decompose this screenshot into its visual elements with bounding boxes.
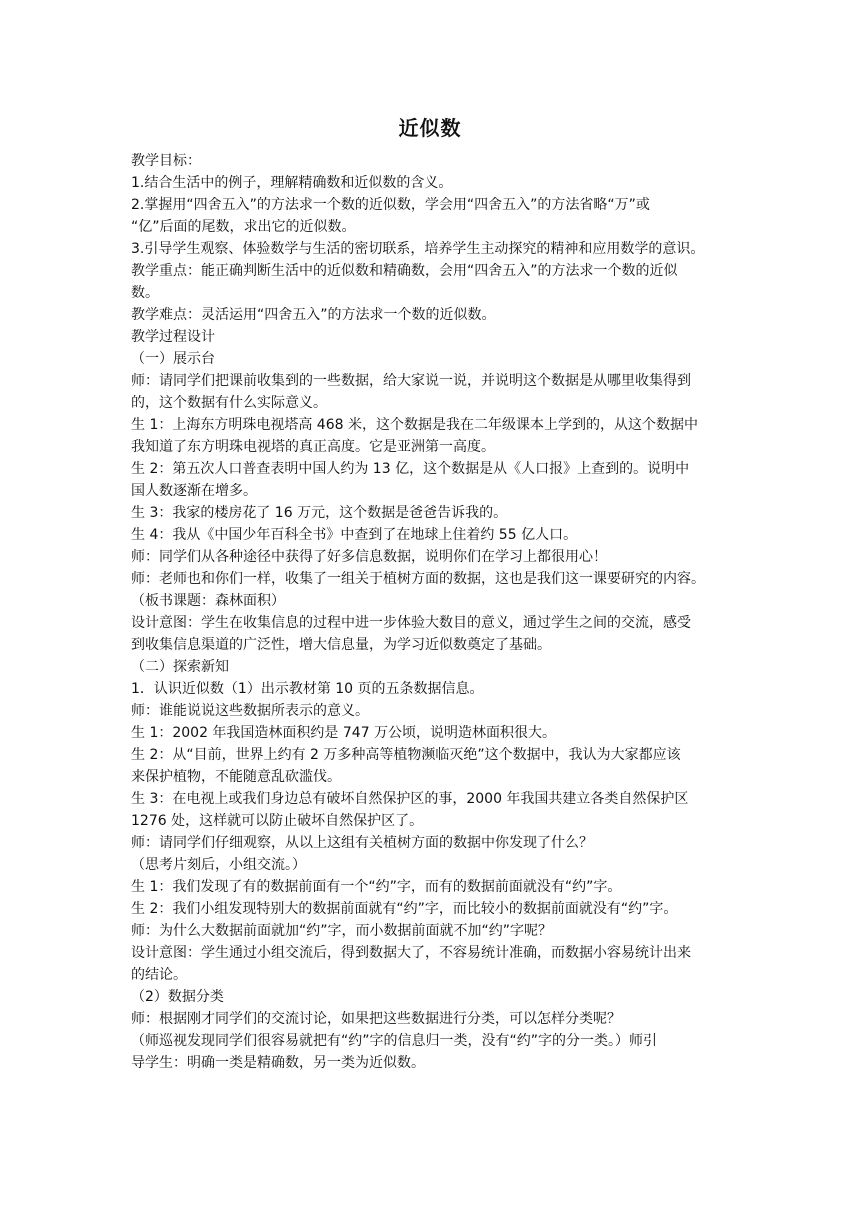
- text-line: 1．认识近似数（1）出示教材第 10 页的五条数据信息。: [131, 681, 484, 697]
- text-line: 生 1：上海东方明珠电视塔高 468 米，这个数据是我在二年级课本上学到的，从这个数据中: [131, 417, 698, 433]
- text-line: 教学重点：能正确判断生活中的近似数和精确数，会用“四舍五入”的方法求一个数的近似: [131, 263, 678, 279]
- text-line: 生 1：2002 年我国造林面积约是 747 万公顷，说明造林面积很大。: [131, 725, 557, 741]
- text-line: 师：请同学们仔细观察，从以上这组有关植树方面的数据中你发现了什么？: [131, 835, 593, 851]
- text-line: 师：根据刚才同学们的交流讨论，如果把这些数据进行分类，可以怎样分类呢？: [131, 1011, 621, 1027]
- text-line: 师：请同学们把课前收集到的一些数据，给大家说一说，并说明这个数据是从哪里收集得到: [131, 373, 691, 389]
- text-line: 到收集信息渠道的广泛性，增大信息量，为学习近似数奠定了基础。: [131, 637, 551, 653]
- text-line: 教学过程设计: [131, 329, 215, 345]
- text-line: （板书课题：森林面积）: [131, 593, 285, 609]
- text-line: 生 1：我们发现了有的数据前面有一个“约”字，而有的数据前面就没有“约”字。: [131, 879, 622, 895]
- text-line: 教学难点：灵活运用“四舍五入”的方法求一个数的近似数。: [131, 307, 496, 323]
- text-line: （二）探索新知: [131, 659, 229, 675]
- text-line: 数。: [131, 285, 159, 301]
- text-line: （2）数据分类: [131, 989, 224, 1005]
- text-line: 生 3：在电视上或我们身边总有破坏自然保护区的事，2000 年我国共建立各类自然保护区: [131, 791, 689, 807]
- document-body: [131, 150, 731, 1074]
- text-line: 导学生：明确一类是精确数，另一类为近似数。: [131, 1055, 425, 1071]
- text-line: 师：老师也和你们一样，收集了一组关于植树方面的数据，这也是我们这一课要研究的内容。: [131, 571, 705, 587]
- text-line: “亿”后面的尾数，求出它的近似数。: [131, 219, 356, 235]
- text-line: （一）展示台: [131, 351, 215, 367]
- text-line: 生 3：我家的楼房花了 16 万元，这个数据是爸爸告诉我的。: [131, 505, 508, 521]
- text-line: 生 2：第五次人口普查表明中国人约为 13 亿，这个数据是从《人口报》上查到的。说明中: [131, 461, 690, 477]
- text-line: 我知道了东方明珠电视塔的真正高度。它是亚洲第一高度。: [131, 439, 495, 455]
- document-title: 近似数: [398, 116, 462, 140]
- text-line: 教学目标：: [131, 153, 201, 169]
- text-line: （师巡视发现同学们很容易就把有“约”字的信息归一类，没有“约”字的分一类。）师引: [131, 1033, 658, 1049]
- text-line: 师：为什么大数据前面就加“约”字，而小数据前面就不加“约”字呢？: [131, 923, 553, 939]
- text-line: 设计意图：学生在收集信息的过程中进一步体验大数目的意义，通过学生之间的交流，感受: [131, 615, 691, 631]
- text-line: 师：谁能说说这些数据所表示的意义。: [131, 703, 369, 719]
- text-line: 2.掌握用“四舍五入”的方法求一个数的近似数，学会用“四舍五入”的方法省略“万”或: [131, 197, 650, 213]
- text-line: （思考片刻后，小组交流。）: [131, 857, 306, 873]
- text-line: 生 2：从“目前，世界上约有 2 万多种高等植物濒临灭绝”这个数据中，我认为大家都应该: [131, 747, 681, 763]
- text-line: 1.结合生活中的例子，理解精确数和近似数的含义。: [131, 175, 453, 191]
- text-line: 的结论。: [131, 967, 187, 983]
- text-line: 来保护植物，不能随意乱砍滥伐。: [131, 769, 341, 785]
- text-line: 的，这个数据有什么实际意义。: [131, 395, 327, 411]
- text-line: 设计意图：学生通过小组交流后，得到数据大了，不容易统计准确，而数据小容易统计出来: [131, 945, 691, 961]
- text-line: 生 2：我们小组发现特别大的数据前面就有“约”字，而比较小的数据前面就没有“约”字。: [131, 901, 678, 917]
- text-line: 1276 处，这样就可以防止破坏自然保护区了。: [131, 813, 424, 829]
- text-line: 国人数逐渐在增多。: [131, 483, 257, 499]
- text-line: 生 4：我从《中国少年百科全书》中查到了在地球上住着约 55 亿人口。: [131, 527, 578, 543]
- text-line: 3.引导学生观察、体验数学与生活的密切联系，培养学生主动探究的精神和应用数学的意识。: [131, 241, 705, 257]
- text-line: 师：同学们从各种途径中获得了好多信息数据，说明你们在学习上都很用心！: [131, 549, 607, 565]
